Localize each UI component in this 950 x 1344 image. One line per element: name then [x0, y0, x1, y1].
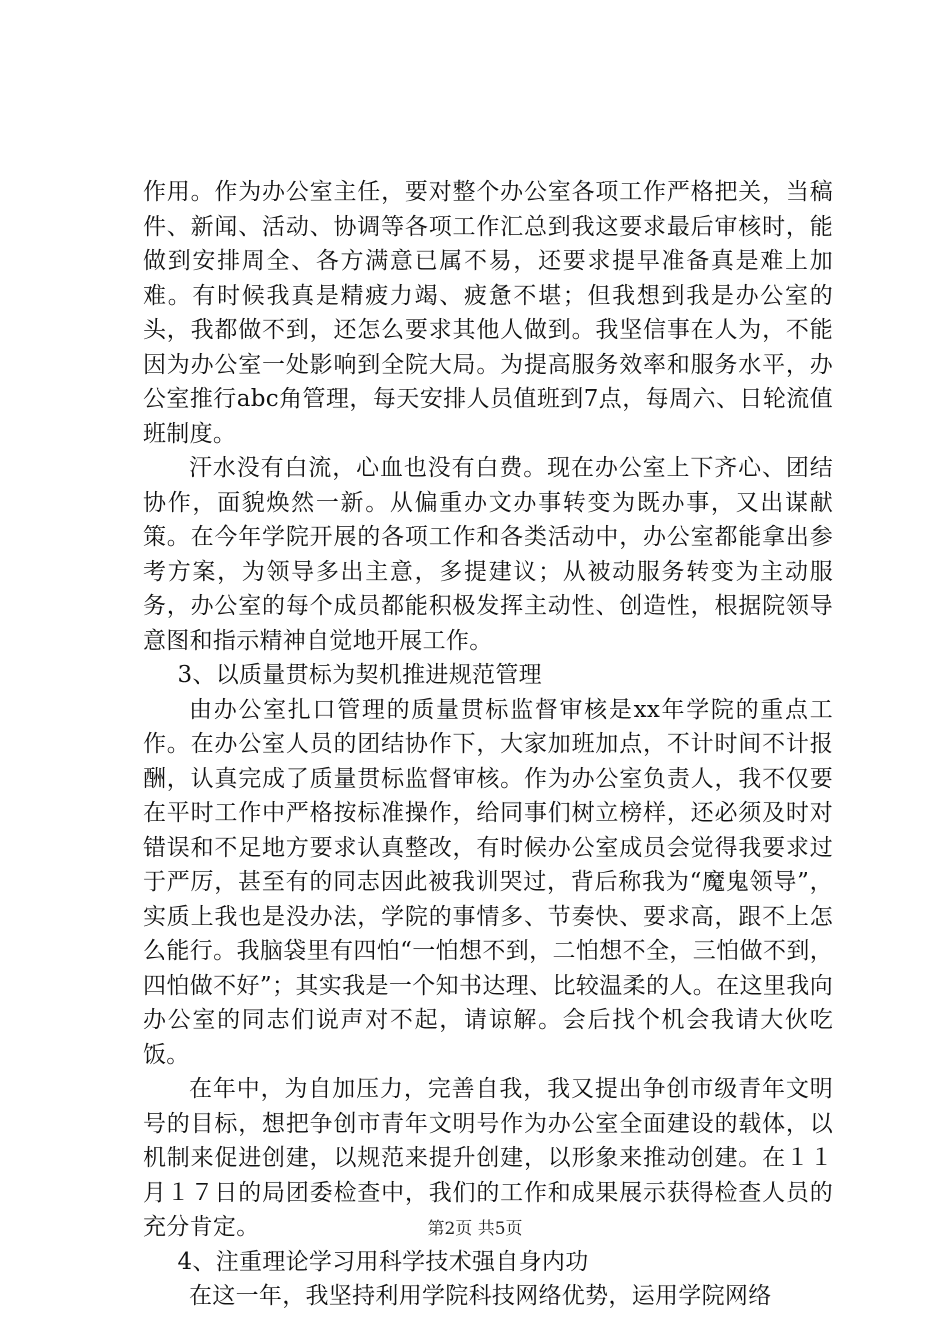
document-body: [143, 175, 833, 1314]
page-number-footer: 第2页 共5页: [427, 1219, 523, 1239]
section-heading-4: 4、注重理论学习用科学技术强自身内功: [177, 1248, 589, 1275]
section-heading-3: 3、以质量贯标为契机推进规范管理: [177, 662, 542, 688]
paragraph-3: 由办公室扎口管理的质量贯标监督审核是xx年学院的重点工作。在办公室人员的团结协作下，大家加班加点，不计时间不计报酬，认真完成了质量贯标监督审核。作为办公室负责人，我不仅要在平时工作中严格按标准操作，给同事们树立榜样，还必须及时对错误和不足地方要求认真整改，有时候办公室成员会觉得我要求过于严厉，甚至有的同志因此被我训哭过，背后称我为“魔鬼领导”，实质上我也是没办法，学院的事情多、节奏快、要求高，跟不上怎么能行。我脑袋里有四怕“一怕想不到，二怕想不全，三怕做不到，四怕做不好”；其实我是一个知书达理、比较温柔的人。在这里我向办公室的同志们说声对不起，请谅解。会后找个机会我请大伙吃饭。: [143, 696, 833, 1068]
paragraph-2: 汗水没有白流，心血也没有白费。现在办公室上下齐心、团结协作，面貌焕然一新。从偏重办文办事转变为既办事，又出谋献策。在今年学院开展的各项工作和各类活动中，办公室都能拿出参考方案，为领导多出主意，多提建议；从被动服务转变为主动服务，办公室的每个成员都能积极发挥主动性、创造性，根据院领导意图和指示精神自觉地开展工作。: [143, 455, 833, 654]
paragraph-5: 在这一年，我坚持利用学院科技网络优势，运用学院网络: [189, 1283, 772, 1309]
paragraph-4: 在年中，为自加压力，完善自我，我又提出争创市级青年文明号的目标，想把争创市青年文明号作为办公室全面建设的载体，以机制来促进创建，以规范来提升创建，以形象来推动创建。在１１月１７日的局团委检查中，我们的工作和成果展示获得检查人员的充分肯定。: [143, 1076, 833, 1240]
paragraph-1: 作用。作为办公室主任，要对整个办公室各项工作严格把关，当稿件、新闻、活动、协调等各项工作汇总到我这要求最后审核时，能做到安排周全、各方满意已属不易，还要求提早准备真是难上加难。有时候我真是精疲力竭、疲惫不堪；但我想到我是办公室的头，我都做不到，还怎么要求其他人做到。我坚信事在人为，不能因为办公室一处影响到全院大局。为提高服务效率和服务水平，办公室推行abc角管理，每天安排人员值班到7点，每周六、日轮流值班制度。: [143, 179, 833, 447]
